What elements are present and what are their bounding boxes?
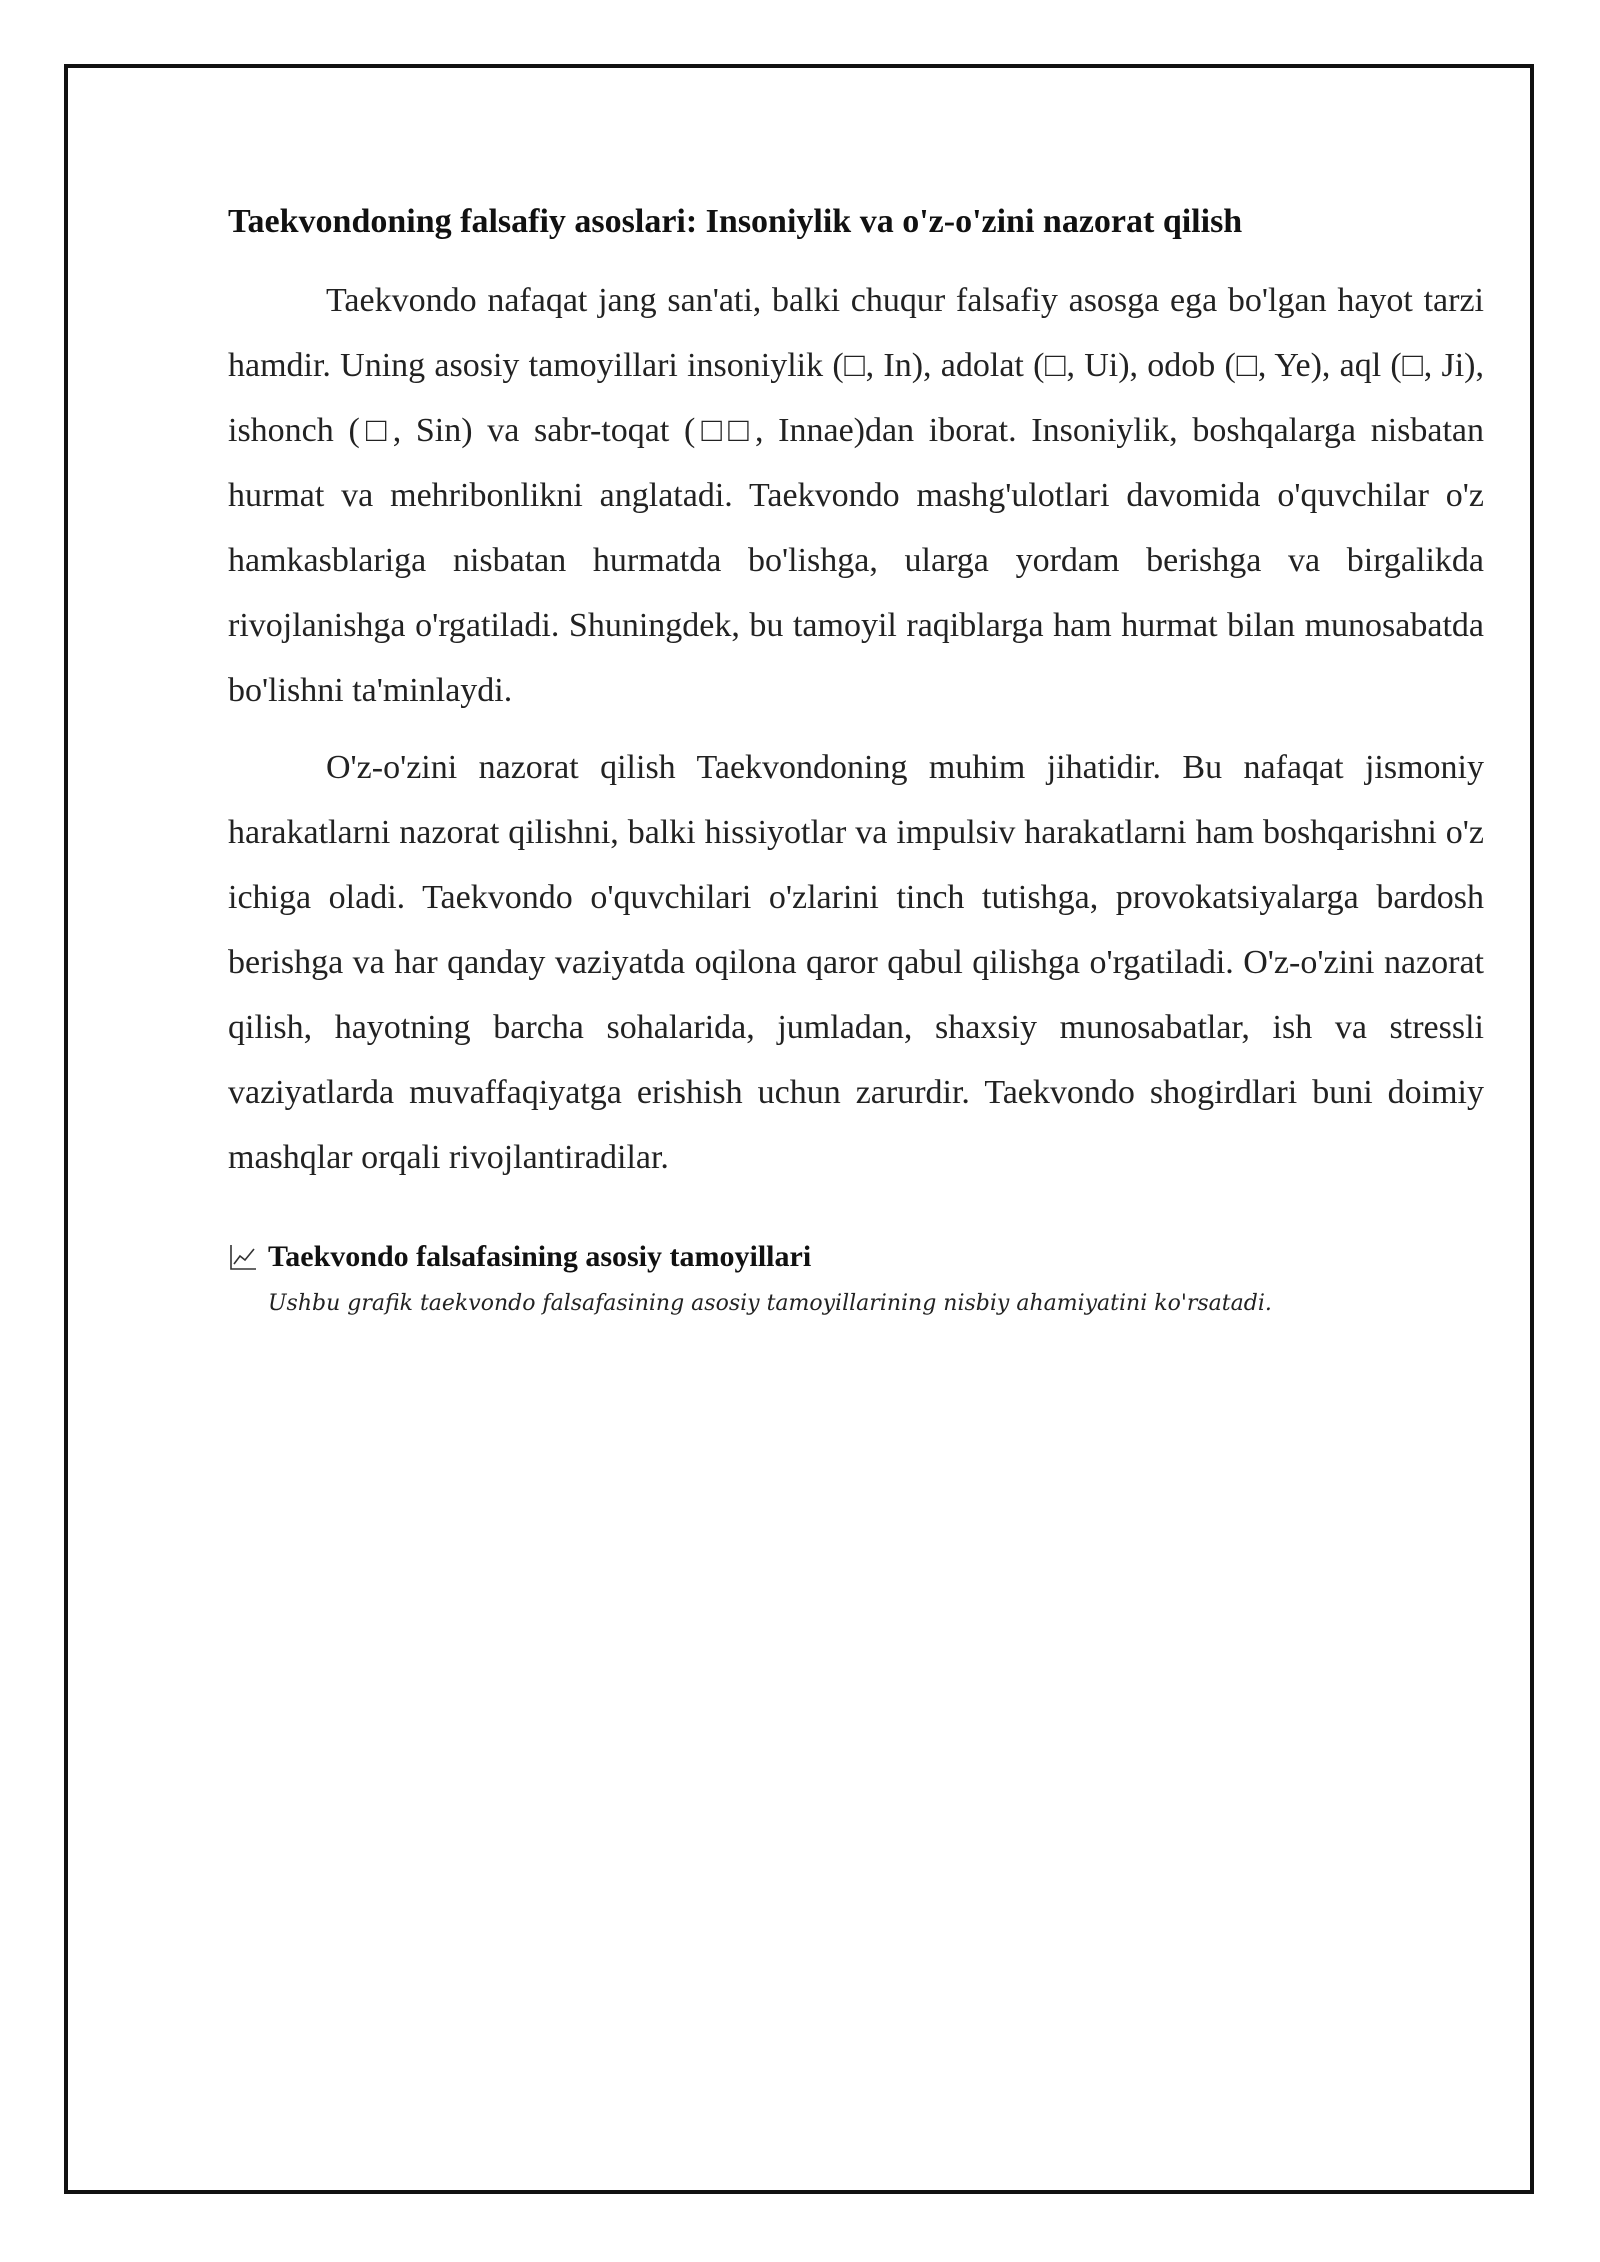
chart-section xyxy=(228,1234,1484,1322)
document-body xyxy=(228,196,1484,1322)
document-heading: Taekvondoning falsafiy asoslari: Insoniylik va o'z-o'zini nazorat qilish xyxy=(228,203,1243,240)
paragraph-principles: Taekvondo nafaqat jang san'ati, balki chuqur falsafiy asosga ega bo'lgan hayot tarzi hamdir. Uning asosiy tamoyillari insoniylik (□, In), adolat (□, Ui), odob (□, Ye), aql (□, Ji), ishonch (□, Sin) va sabr-toqat (□□, Innae)dan iborat. Insoniylik, boshqalarga nisbatan hurmat va mehribonlikni anglatadi. Taekvondo mashg'ulotlari davomida o'quvchilar o'z hamkasblariga nisbatan hurmatda bo'lishga, ularga yordam berishga va birgalikda rivojlanishga o'rgatiladi. Shuningdek, bu tamoyil raqiblarga ham hurmat bilan munosabatda bo'lishni ta'minlaydi. xyxy=(228,282,1484,709)
chart-caption: Ushbu grafik taekvondo falsafasining asosiy tamoyillarining nisbiy ahamiyatini ko'rsatadi. xyxy=(268,1291,1272,1316)
paragraph-self-control: O'z-o'zini nazorat qilish Taekvondoning muhim jihatidir. Bu nafaqat jismoniy harakatlarni nazorat qilishni, balki hissiyotlar va impulsiv harakatlarni ham boshqarishni o'z ichiga oladi. Taekvondo o'quvchilari o'zlarini tinch tutishga, provokatsiyalarga bardosh berishga va har qanday vaziyatda oqilona qaror qabul qilishga o'rgatiladi. O'z-o'zini nazorat qilish, hayotning barcha sohalarida, jumladan, shaxsiy munosabatlar, ish va stressli vaziyatlarda muvaffaqiyatga erishish uchun zarurdir. Taekvondo shogirdlari buni doimiy mashqlar orqali rivojlantiradilar. xyxy=(228,749,1484,1176)
chart-title: Taekvondo falsafasining asosiy tamoyillari xyxy=(268,1240,812,1273)
line-chart-icon xyxy=(228,1242,258,1272)
chart-title-row xyxy=(228,1234,1484,1280)
